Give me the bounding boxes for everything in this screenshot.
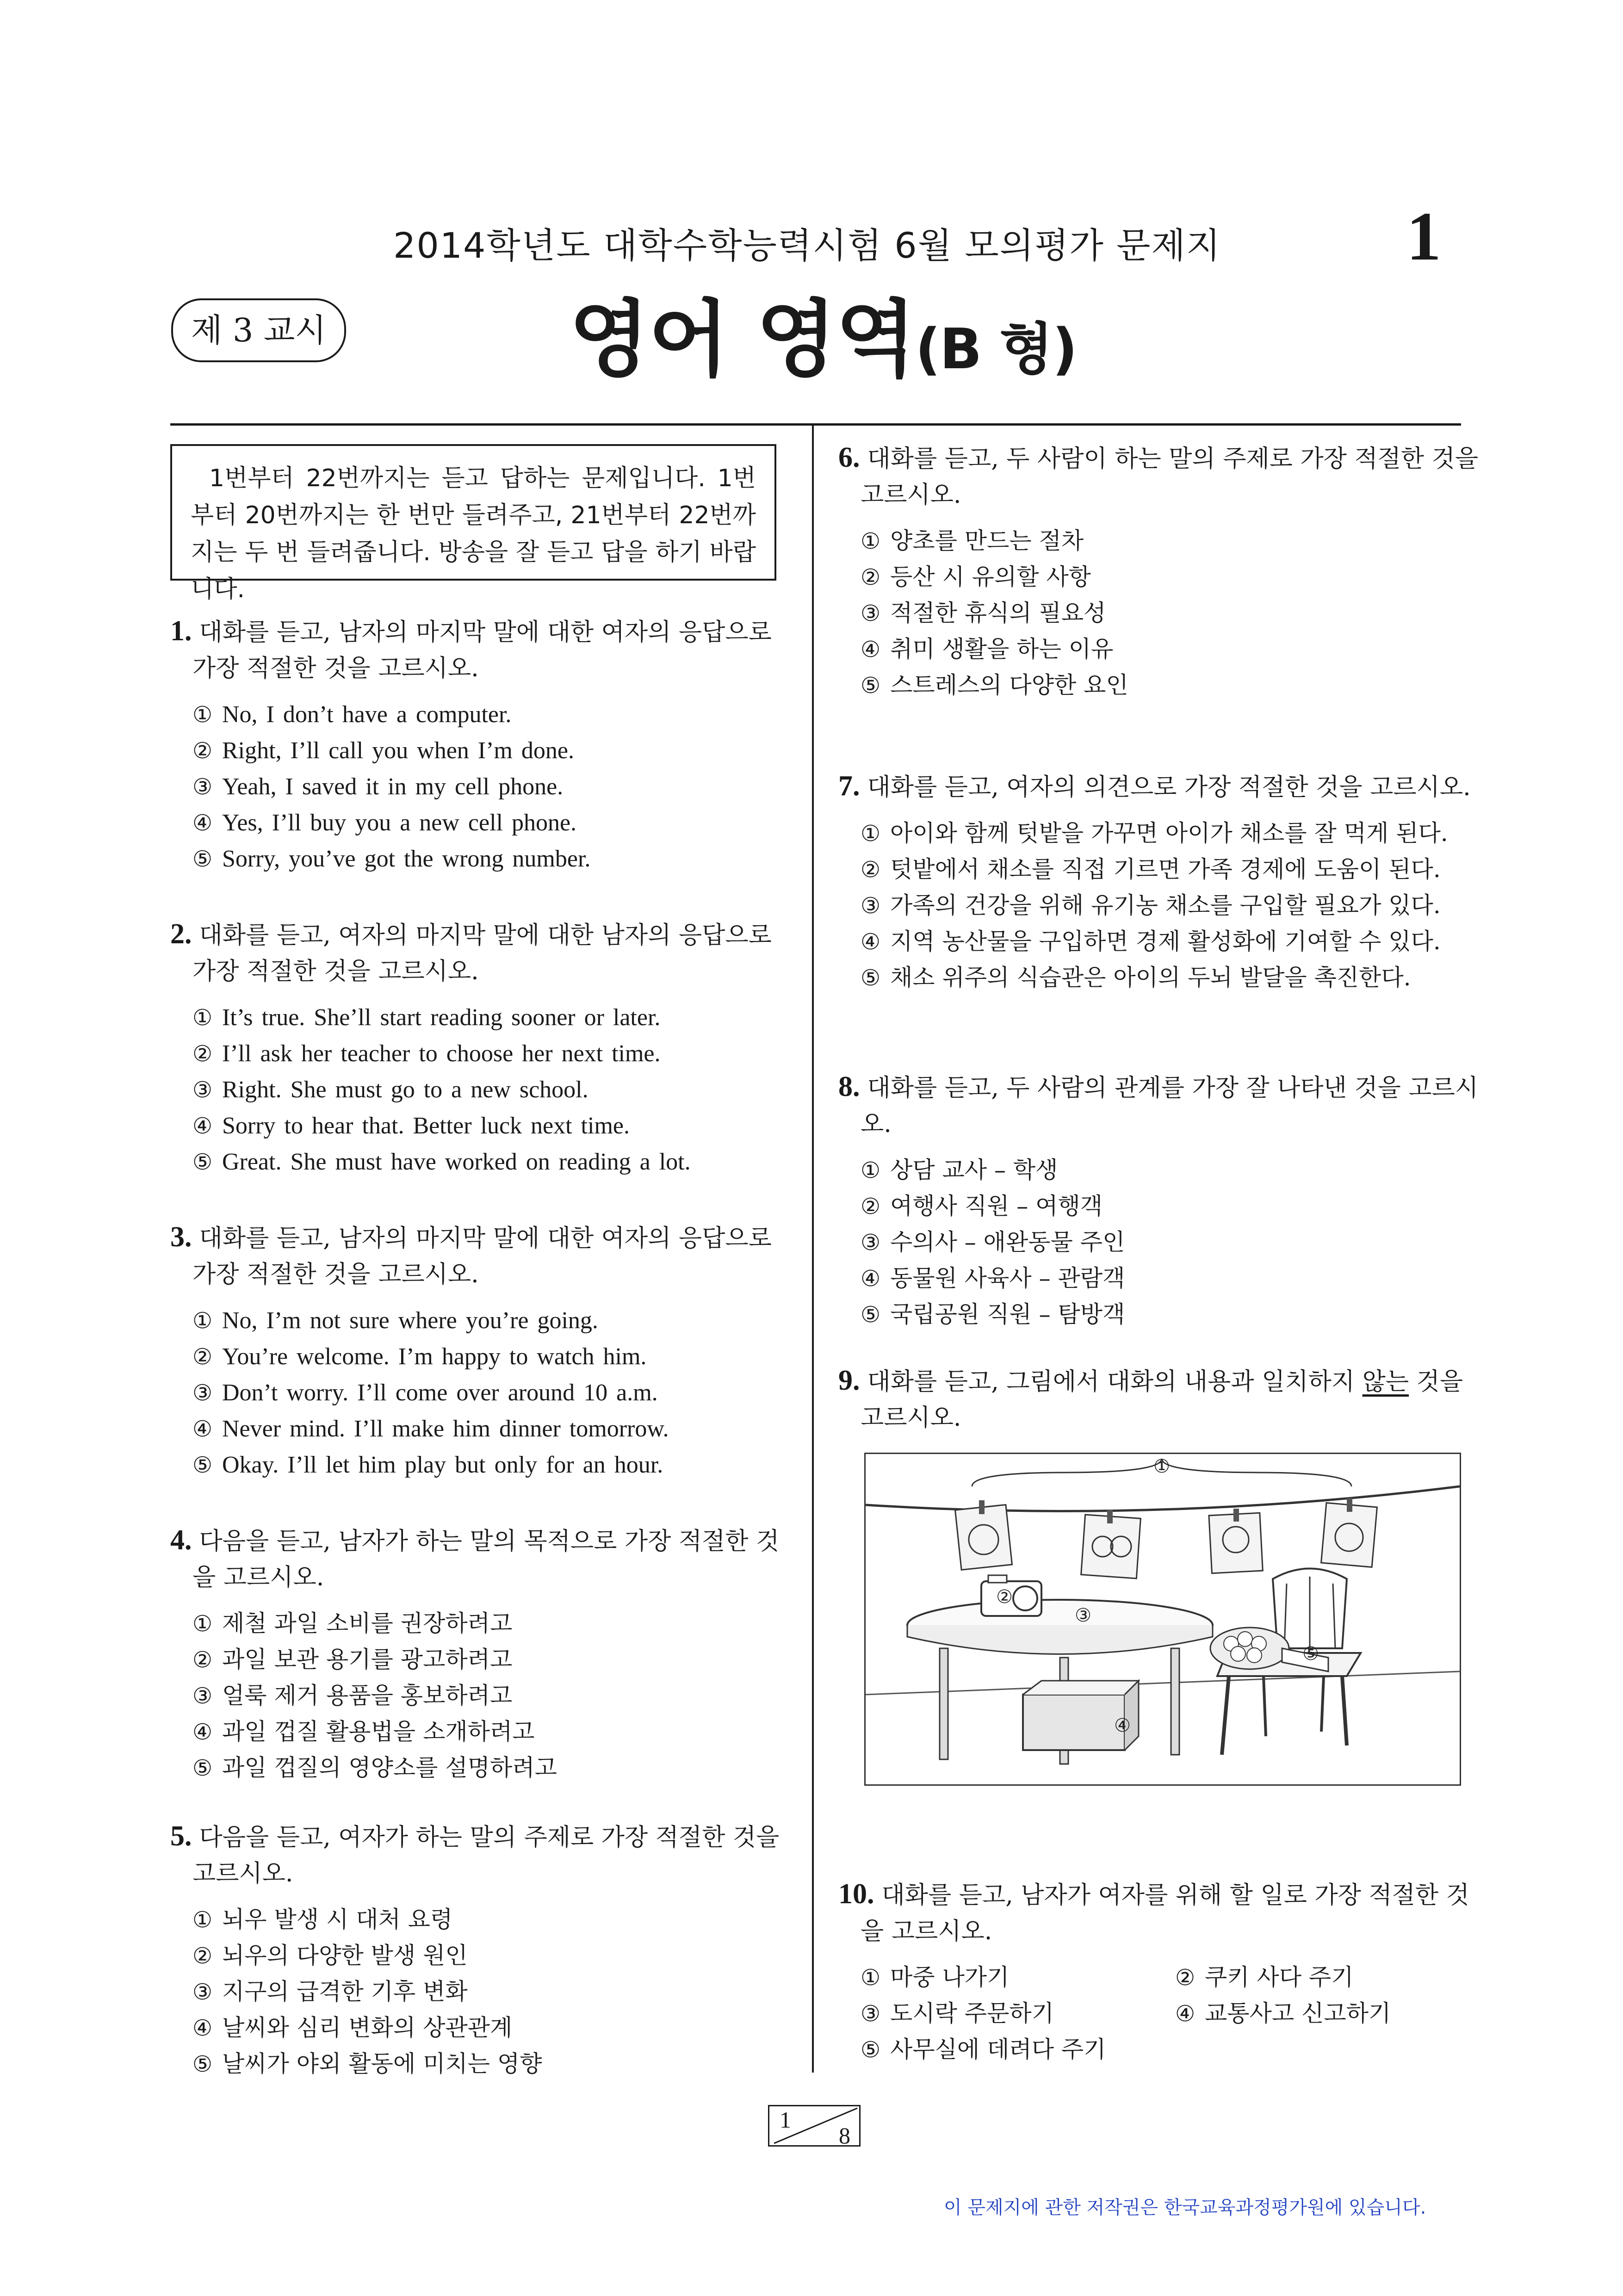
option-2[interactable]: ② 뇌우의 다양한 발생 원인 <box>192 1942 468 1969</box>
option-2[interactable]: ② 과일 보관 용기를 광고하려고 <box>192 1646 513 1673</box>
option-2[interactable]: ② 여행사 직원 – 여행객 <box>861 1193 1103 1219</box>
question-number: 7. <box>838 770 860 802</box>
question-10 <box>838 1876 1481 2068</box>
photo-2 <box>1081 1510 1141 1578</box>
column-divider <box>812 426 814 2073</box>
exam-title: 2014학년도 대학수학능력시험 6월 모의평가 문제지 <box>393 225 1221 266</box>
option-4[interactable]: ④ 날씨와 심리 변화의 상관관계 <box>192 2014 513 2041</box>
option-4[interactable]: ④ 동물원 사육사 – 관람객 <box>861 1265 1125 1292</box>
question-text-end: 것을 고르시오. <box>861 1368 1463 1432</box>
option-5[interactable]: ⑤ Sorry, you’ve got the wrong number. <box>192 846 591 872</box>
current-page: 1 <box>780 2107 791 2133</box>
option-4[interactable]: ④ 지역 농산물을 구입하면 경제 활성화에 기여할 수 있다. <box>861 928 1441 955</box>
question-number: 1. <box>170 615 192 647</box>
option-4[interactable]: ④ Yes, I’ll buy you a new cell phone. <box>192 810 577 836</box>
question-3 <box>170 1219 781 1483</box>
header-divider <box>170 423 1461 426</box>
question-number: 4. <box>170 1524 192 1556</box>
question-text: 다음을 듣고, 여자가 하는 말의 주제로 가장 적절한 것을 고르시오. <box>192 1824 780 1888</box>
option-5[interactable]: ⑤ 스트레스의 다양한 요인 <box>861 672 1128 699</box>
option-5[interactable]: ⑤ Okay. I’ll let him play but only for an hour. <box>192 1452 663 1478</box>
option-5[interactable]: ⑤ 채소 위주의 식습관은 아이의 두뇌 발달을 촉진한다. <box>861 964 1411 991</box>
option-3[interactable]: ③ 도시락 주문하기 <box>861 2000 1054 2027</box>
exam-type: (B 형) <box>915 317 1077 382</box>
option-5[interactable]: ⑤ 날씨가 야외 활동에 미치는 영향 <box>192 2050 542 2077</box>
question-9-figure <box>864 1453 1461 1786</box>
question-text: 대화를 듣고, 그림에서 대화의 내용과 일치하지 <box>867 1368 1363 1396</box>
option-1[interactable]: ① 제철 과일 소비를 권장하려고 <box>192 1610 513 1637</box>
page-indicator <box>768 2105 861 2147</box>
option-1[interactable]: ① It’s true. She’ll start reading sooner or later. <box>192 1004 661 1031</box>
label-3: ③ <box>1075 1605 1091 1626</box>
photo-4 <box>1321 1498 1377 1567</box>
option-1[interactable]: ① 상담 교사 – 학생 <box>861 1157 1058 1183</box>
question-4 <box>170 1522 781 1786</box>
option-5[interactable]: ⑤ 사무실에 데려다 주기 <box>861 2036 1106 2063</box>
copyright-notice: 이 문제지에 관한 저작권은 한국교육과정평가원에 있습니다. <box>944 2197 1426 2218</box>
question-number: 2. <box>170 918 192 950</box>
option-3[interactable]: ③ 수의사 – 애완동물 주인 <box>861 1229 1125 1256</box>
question-5 <box>170 1818 781 2082</box>
question-6 <box>838 439 1481 704</box>
option-1[interactable]: ① 마중 나가기 <box>861 1964 1010 1991</box>
question-number: 10. <box>838 1878 874 1910</box>
option-4[interactable]: ④ 교통사고 신고하기 <box>1175 2000 1391 2027</box>
option-4[interactable]: ④ 취미 생활을 하는 이유 <box>861 636 1114 662</box>
option-2[interactable]: ② 쿠키 사다 주기 <box>1175 1964 1354 1991</box>
page-number: 1 <box>1406 198 1441 275</box>
option-3[interactable]: ③ 얼룩 제거 용품을 홍보하려고 <box>192 1682 513 1709</box>
option-2[interactable]: ② Right, I’ll call you when I’m done. <box>192 737 574 764</box>
listening-notice: 1번부터 22번까지는 듣고 답하는 문제입니다. 1번부터 20번까지는 한 번만 들려주고, 21번부터 22번까지는 두 번 들려줍니다. 방송을 잘 듣고 답을 하기 바랍니다. <box>170 444 776 581</box>
question-number: 3. <box>170 1221 192 1253</box>
question-9 <box>838 1362 1481 1436</box>
option-2[interactable]: ② 등산 시 유의할 사항 <box>861 563 1091 590</box>
question-7 <box>838 768 1481 996</box>
option-1[interactable]: ① 아이와 함께 텃밭을 가꾸면 아이가 채소를 잘 먹게 된다. <box>861 820 1448 847</box>
question-text: 대화를 듣고, 남자의 마지막 말에 대한 여자의 응답으로 가장 적절한 것을 고르시오. <box>192 619 772 682</box>
option-3[interactable]: ③ Don’t worry. I’ll come over around 10 a.m. <box>192 1380 658 1406</box>
photo-3 <box>1209 1509 1263 1573</box>
label-2: ② <box>996 1586 1013 1608</box>
option-3[interactable]: ③ 지구의 급격한 기후 변화 <box>192 1978 468 2005</box>
question-1 <box>170 613 781 877</box>
question-text: 대화를 듣고, 여자의 의견으로 가장 적절한 것을 고르시오. <box>867 774 1471 801</box>
option-3[interactable]: ③ Yeah, I saved it in my cell phone. <box>192 774 564 800</box>
floor-line <box>866 1671 1460 1695</box>
photo-1 <box>955 1500 1012 1570</box>
label-1: ① <box>1153 1456 1170 1477</box>
option-2[interactable]: ② 텃밭에서 채소를 직접 기르면 가족 경제에 도움이 된다. <box>861 856 1441 883</box>
option-5[interactable]: ⑤ Great. She must have worked on reading a lot. <box>192 1149 691 1175</box>
subject-title <box>569 273 1077 392</box>
option-2[interactable]: ② I’ll ask her teacher to choose her next time. <box>192 1040 661 1067</box>
question-text: 대화를 듣고, 남자의 마지막 말에 대한 여자의 응답으로 가장 적절한 것을 고르시오. <box>192 1225 772 1288</box>
option-3[interactable]: ③ Right. She must go to a new school. <box>192 1077 588 1103</box>
question-2 <box>170 916 781 1180</box>
question-text: 대화를 듣고, 여자의 마지막 말에 대한 남자의 응답으로 가장 적절한 것을 고르시오. <box>192 922 772 985</box>
label-5: ⑤ <box>1302 1643 1319 1665</box>
total-pages: 8 <box>839 2123 850 2148</box>
option-4[interactable]: ④ Never mind. I’ll make him dinner tomorrow. <box>192 1416 669 1442</box>
question-text: 대화를 듣고, 두 사람이 하는 말의 주제로 가장 적절한 것을 고르시오. <box>861 445 1479 509</box>
question-8 <box>838 1069 1481 1333</box>
question-text: 대화를 듣고, 남자가 여자를 위해 할 일로 가장 적절한 것을 고르시오. <box>861 1881 1469 1945</box>
subject-name: 영어 영역 <box>569 291 916 388</box>
question-number: 8. <box>838 1071 860 1102</box>
option-1[interactable]: ① 뇌우 발생 시 대처 요령 <box>192 1906 453 1933</box>
option-5[interactable]: ⑤ 과일 껍질의 영양소를 설명하려고 <box>192 1754 557 1781</box>
question-number: 6. <box>838 442 860 473</box>
option-1[interactable]: ① 양초를 만드는 절차 <box>861 527 1084 554</box>
option-5[interactable]: ⑤ 국립공원 직원 – 탐방객 <box>861 1301 1125 1328</box>
option-3[interactable]: ③ 적절한 휴식의 필요성 <box>861 600 1106 626</box>
option-1[interactable]: ① No, I don’t have a computer. <box>192 701 512 728</box>
option-1[interactable]: ① No, I’m not sure where you’re going. <box>192 1307 598 1334</box>
option-2[interactable]: ② You’re welcome. I’m happy to watch him. <box>192 1343 647 1370</box>
question-text: 대화를 듣고, 두 사람의 관계를 가장 잘 나타낸 것을 고르시오. <box>861 1074 1479 1138</box>
room-illustration <box>866 1454 1460 1784</box>
option-4[interactable]: ④ 과일 껍질 활용법을 소개하려고 <box>192 1718 535 1745</box>
question-number: 5. <box>170 1820 192 1852</box>
question-number: 9. <box>838 1365 860 1396</box>
label-4: ④ <box>1114 1715 1131 1736</box>
underlined-word: 않는 <box>1362 1368 1409 1396</box>
option-4[interactable]: ④ Sorry to hear that. Better luck next time. <box>192 1113 630 1139</box>
period-badge: 제 3 교시 <box>171 298 346 362</box>
option-3[interactable]: ③ 가족의 건강을 위해 유기농 채소를 구입할 필요가 있다. <box>861 892 1441 919</box>
question-text: 다음을 듣고, 남자가 하는 말의 목적으로 가장 적절한 것을 고르시오. <box>192 1528 780 1591</box>
